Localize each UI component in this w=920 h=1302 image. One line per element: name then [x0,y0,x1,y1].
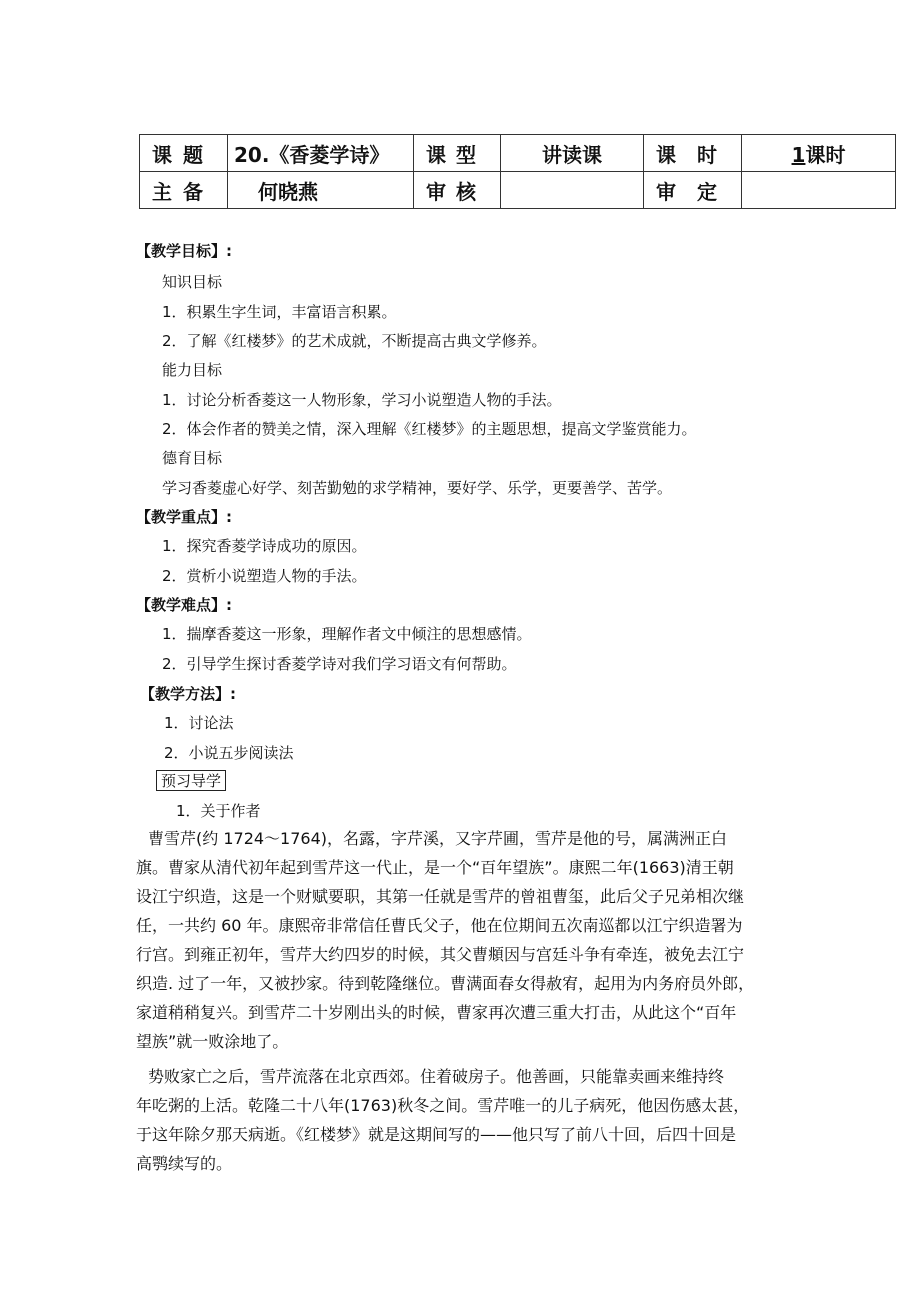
knowledge-goal-2: 2．了解《红楼梦》的艺术成就，不断提高古典文学修养。 [162,332,547,350]
ability-goal-2: 2．体会作者的赞美之情，深入理解《红楼梦》的主题思想，提高文学鉴赏能力。 [162,420,697,438]
difficulty-item-2: 2．引导学生探讨香菱学诗对我们学习语文有何帮助。 [162,655,517,673]
approver-label-cell: 审 定 [644,172,742,209]
lesson-info-row-2 [140,172,896,209]
type-label-cell: 课 型 [414,135,501,172]
moral-goals-heading: 德育目标 [162,449,223,467]
ability-goals-heading: 能力目标 [162,361,223,379]
about-author-heading: 1．关于作者 [176,802,261,820]
focus-item-1: 1．探究香菱学诗成功的原因。 [162,537,367,555]
author-paragraph-1: 曹雪芹(约 1724～1764)，名露，字芹溪，又字芹圃，雪芹是他的号，属满洲正白 旗。曹家从清代初年起到雪芹这一代止，是一个“百年望族”。康熙二年(1663)清王朝 设江宁织造，这是一个财赋要职，其第一任就是雪芹的曾祖曹玺，此后父子兄弟相次继 任，一共约 60 年。康熙帝非常信任曹氏父子，他在位期间五次南巡都以江宁织造署为 行宫。到雍正初年，雪芹大约四岁的时候，其父曹頫因与宫廷斗争有牵连，被免去江宁 织造. 过了一年，又被抄家。待到乾隆继位。曹满面春女得赦宥，起用为内务府员外郎， 家道稍稍复兴。到雪芹二十岁刚出头的时候，曹家再次遭三重大打击，从此这个“百年 望族”就一败涂地了。 [136,829,755,1051]
method-item-1: 1．讨论法 [164,714,234,732]
hours-label-cell: 课 时 [644,135,742,172]
preview-label-box: 预习导学 [156,770,226,792]
lesson-title: 20.《香菱学诗》 [228,135,414,172]
knowledge-goal-1: 1．积累生字生词，丰富语言积累。 [162,303,397,321]
preparer-name: 何晓燕 [228,172,414,209]
methods-heading: 【教学方法】: [140,685,236,703]
reviewer-name [501,172,644,209]
ability-goal-1: 1．讨论分析香菱这一人物形象，学习小说塑造人物的手法。 [162,391,562,409]
author-paragraph-2: 势败家亡之后，雪芹流落在北京西郊。住着破房子。他善画，只能靠卖画来维持终 年吃粥的上活。乾隆二十八年(1763)秋冬之间。雪芹唯一的儿子病死，他因伤感太甚， 于这年除夕那天病逝。《红楼梦》就是这期间写的——他只写了前八十回，后四十回是 高鹗续写的。 [136,1067,750,1173]
moral-goal-1: 学习香菱虚心好学、刻苦勤勉的求学精神，要好学、乐学，更要善学、苦学。 [162,479,673,497]
lesson-info-table [139,134,896,209]
method-item-2: 2．小说五步阅读法 [164,744,294,762]
focus-item-2: 2．赏析小说塑造人物的手法。 [162,567,367,585]
preparer-label-cell: 主 备 [140,172,228,209]
difficulty-heading: 【教学难点】: [136,596,232,614]
knowledge-goals-heading: 知识目标 [162,273,223,291]
reviewer-label-cell: 审 核 [414,172,501,209]
topic-label-cell: 课 题 [140,135,228,172]
lesson-type: 讲读课 [501,135,644,172]
lesson-hours: 1课时 [742,135,896,172]
approver-name [742,172,896,209]
difficulty-item-1: 1．揣摩香菱这一形象，理解作者文中倾注的思想感情。 [162,625,532,643]
goals-heading: 【教学目标】: [136,242,232,260]
focus-heading: 【教学重点】: [136,508,232,526]
lesson-info-row-1 [140,135,896,172]
